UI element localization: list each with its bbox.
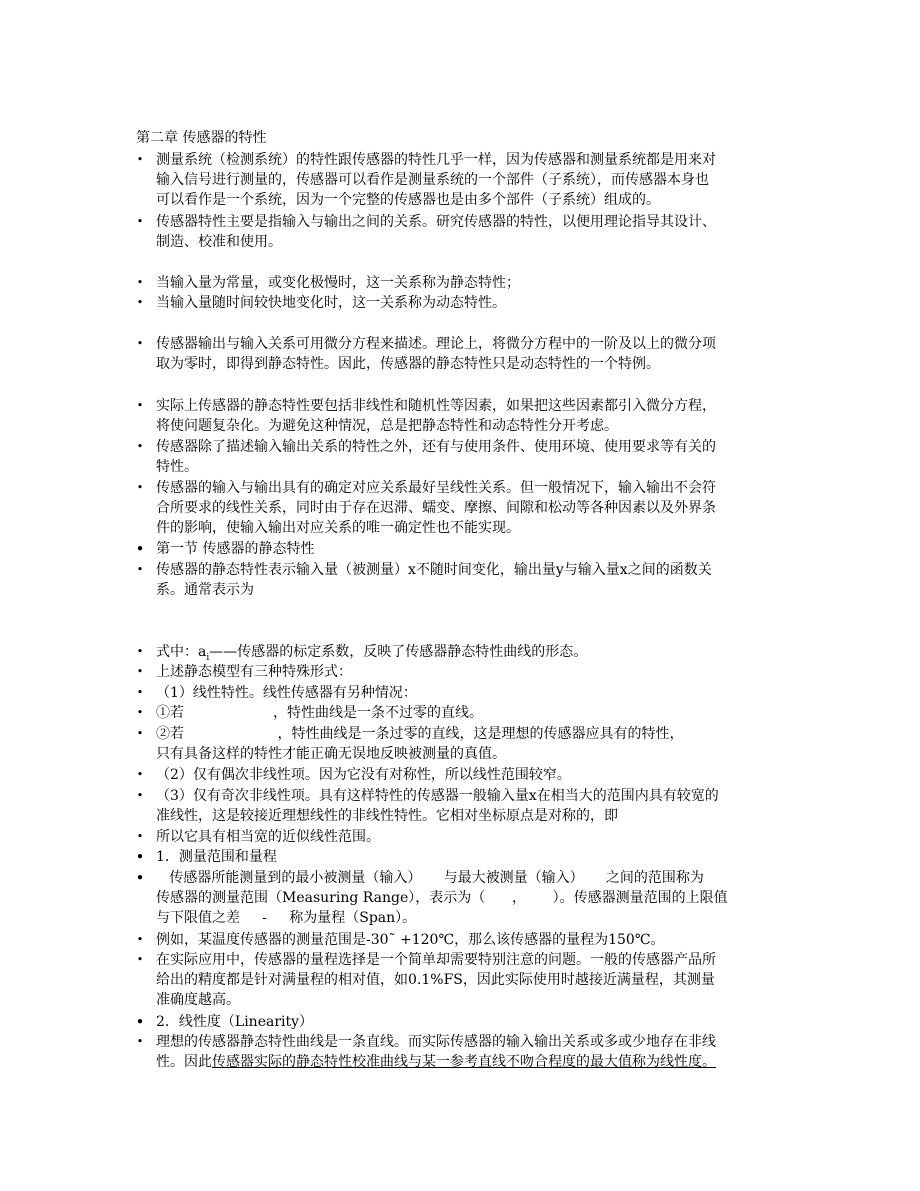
list-item: • ②若 ，特性曲线是一条过零的直线，这是理想的传感器应具有的特性， 只有具备这样的特性才能正确无误地反映被测量的真值。 bbox=[156, 724, 806, 764]
list-item: • 传感器所能测量到的最小被测量（输入） 与最大被测量（输入） 之间的范围称为 传感器的测量范围（Measuring Range），表示为（ ， ）。传感器测量范围的上限值 与下限值之差 - 称为量程（Span）。 bbox=[135, 869, 728, 926]
bullet-icon: • bbox=[136, 706, 144, 719]
list-item: • 传感器的输入与输出具有的确定对应关系最好呈线性关系。但一般情况下，输入输出不会符 合所要求的线性关系，同时由于存在迟滞、蠕变、摩擦、间隙和松动等各种因素以及外界条 件的影响，使输入输出对应关系的唯一确定性也不能实现。 bbox=[156, 478, 806, 538]
bullet-icon: • bbox=[136, 727, 144, 740]
bullet-icon: • bbox=[136, 830, 144, 843]
section-heading: • 第一节 传感器的静态特性 bbox=[135, 540, 315, 558]
bullet-icon: • bbox=[136, 789, 144, 802]
bullet-icon: • bbox=[136, 686, 144, 699]
bullet-icon: • bbox=[136, 153, 144, 166]
bullet-icon: • bbox=[136, 1035, 144, 1048]
list-item: • 传感器的静态特性表示输入量（被测量）x不随时间变化，输出量y与输入量x之间的函数关 系。通常表示为 bbox=[156, 560, 806, 600]
bullet-icon: • bbox=[135, 1013, 145, 1031]
list-item: • 传感器输出与输入关系可用微分方程来描述。理论上，将微分方程中的一阶及以上的微分项 取为零时，即得到静态特性。因此，传感器的静态特性只是动态特性的一个特例。 bbox=[156, 334, 806, 374]
bullet-icon: • bbox=[136, 933, 144, 946]
list-item: • 当输入量为常量，或变化极慢时，这一关系称为静态特性； bbox=[156, 273, 806, 293]
chapter-title: 第二章 传感器的特性 bbox=[136, 130, 267, 146]
bullet-icon: • bbox=[136, 563, 144, 576]
linearity-definition: 传感器实际的静态特性校准曲线与某一参考直线不吻合程度的最大值称为线性度。 bbox=[212, 1054, 716, 1070]
bullet-icon: • bbox=[135, 869, 145, 887]
list-item: • 在实际应用中，传感器的量程选择是一个简单却需要特别注意的问题。一般的传感器产品所 给出的精度都是针对满量程的相对值，如0.1%FS，因此实际使用时越接近满量程，其测量 准确度越高。 bbox=[156, 950, 806, 1010]
section-heading: • 2．线性度（Linearity） bbox=[135, 1013, 314, 1031]
bullet-icon: • bbox=[136, 645, 144, 658]
section-heading: • 1．测量范围和量程 bbox=[135, 848, 277, 866]
list-item: • （1）线性特性。线性传感器有另种情况： bbox=[156, 683, 806, 703]
list-item: • 传感器除了描述输入输出关系的特性之外，还有与使用条件、使用环境、使用要求等有关的 特性。 bbox=[156, 437, 806, 477]
list-item: • 所以它具有相当宽的近似线性范围。 bbox=[156, 827, 806, 847]
bullet-icon: • bbox=[136, 276, 144, 289]
bullet-icon: • bbox=[135, 848, 145, 866]
bullet-icon: • bbox=[136, 665, 144, 678]
list-item: • 理想的传感器静态特性曲线是一条直线。而实际传感器的输入输出关系或多或少地存在非线 性。因此传感器实际的静态特性校准曲线与某一参考直线不吻合程度的最大值称为线性度。 bbox=[156, 1032, 806, 1072]
bullet-icon: • bbox=[136, 768, 144, 781]
list-item: • 当输入量随时间较快地变化时，这一关系称为动态特性。 bbox=[156, 293, 806, 313]
bullet-icon: • bbox=[136, 296, 144, 309]
bullet-icon: • bbox=[136, 953, 144, 966]
list-item: • 传感器特性主要是指输入与输出之间的关系。研究传感器的特性，以便用理论指导其设计、 制造、校准和使用。 bbox=[156, 212, 806, 252]
list-item: • 上述静态模型有三种特殊形式： bbox=[156, 662, 806, 682]
list-item: • 测量系统（检测系统）的特性跟传感器的特性几乎一样，因为传感器和测量系统都是用来对 输入信号进行测量的，传感器可以看作是测量系统的一个部件（子系统），而传感器本身也 可以看作是一个系统，因为一个完整的传感器也是由多个部件（子系统）组成的。 bbox=[156, 150, 806, 210]
bullet-icon: • bbox=[135, 540, 145, 558]
list-item: • 实际上传感器的静态特性要包括非线性和随机性等因素，如果把这些因素都引入微分方程， 将使问题复杂化。为避免这种情况，总是把静态特性和动态特性分开考虑。 bbox=[156, 396, 806, 436]
list-item: • 式中：$a_i——$传感器的标定系数，反映了传感器静态特性曲线的形态。 bbox=[156, 642, 806, 662]
list-item: • （2）仅有偶次非线性项。因为它没有对称性，所以线性范围较窄。 bbox=[156, 765, 806, 785]
bullet-icon: • bbox=[136, 481, 144, 494]
list-item: • （3）仅有奇次非线性项。具有这样特性的传感器一般输入量x在相当大的范围内具有较宽的 准线性，这是较接近理想线性的非线性特性。它相对坐标原点是对称的，即 bbox=[156, 786, 806, 826]
bullet-icon: • bbox=[136, 337, 144, 350]
bullet-icon: • bbox=[136, 215, 144, 228]
bullet-icon: • bbox=[136, 440, 144, 453]
list-item: • ①若 ，特性曲线是一条不过零的直线。 bbox=[156, 703, 806, 723]
list-item: • 例如，某温度传感器的测量范围是-30˜ +120℃，那么该传感器的量程为150℃。 bbox=[156, 930, 806, 950]
bullet-icon: • bbox=[136, 399, 144, 412]
